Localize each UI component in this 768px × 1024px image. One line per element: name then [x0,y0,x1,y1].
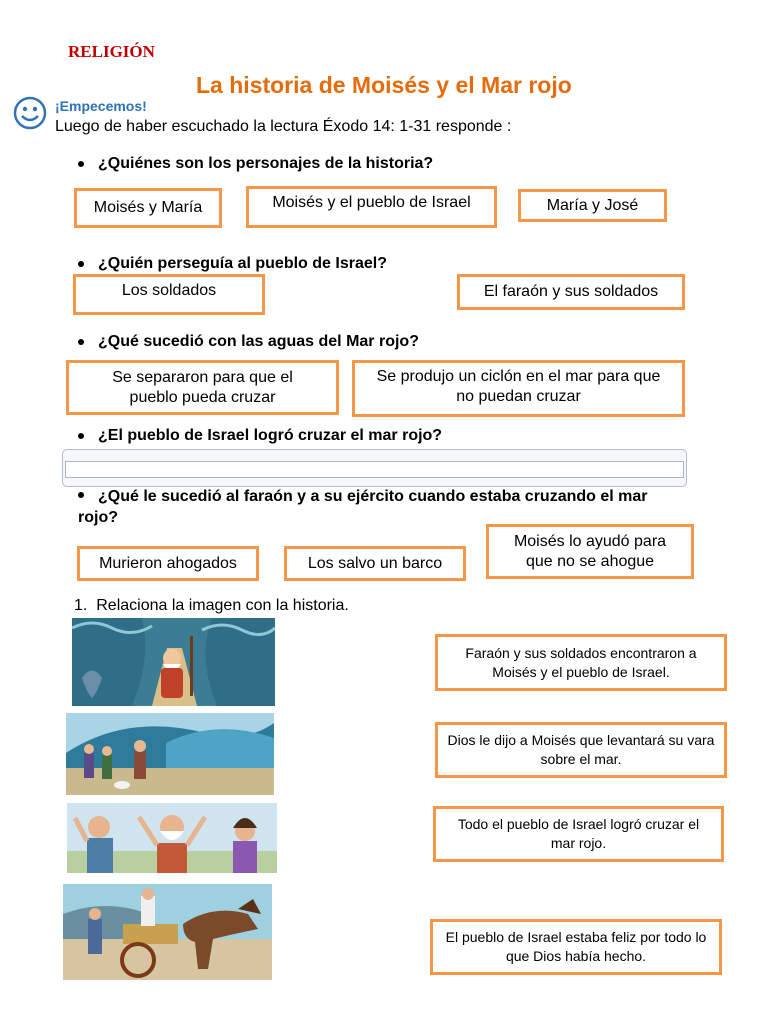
bullet [78,492,84,498]
instruction-text: Luego de haber escuchado la lectura Éxodo 14: 1-31 responde : [55,118,512,135]
answer-option[interactable]: María y José [518,189,667,222]
answer-text-field[interactable] [62,449,687,487]
section-heading [74,597,349,615]
bullet [78,433,84,439]
answer-option[interactable]: Murieron ahogados [77,546,259,581]
subject-label: RELIGIÓN [68,42,155,61]
bullet [78,339,84,345]
moses-parting-sea-image[interactable] [72,618,275,706]
question-text: ¿Qué sucedió con las aguas del Mar rojo? [98,333,419,350]
section-number: 1. [74,597,88,614]
answer-option[interactable]: Moisés y María [74,188,222,228]
answer-option[interactable]: Moisés y el pueblo de Israel [246,186,497,228]
answer-option[interactable]: Se separaron para que el pueblo pueda cruzar [66,360,339,415]
pharaoh-chariot-image[interactable] [63,884,272,980]
bullet [78,161,84,167]
question-text: ¿Quiénes son los personajes de la historia? [98,155,434,172]
start-heading: ¡Empecemos! [55,98,147,114]
question-2 [78,255,387,273]
question-3 [78,333,419,351]
question-1 [78,155,433,173]
question-4 [78,427,442,445]
page-title: La historia de Moisés y el Mar rojo [196,72,572,98]
section-instruction: Relaciona la imagen con la historia. [96,597,349,614]
statement-box[interactable]: El pueblo de Israel estaba feliz por todo lo que Dios había hecho. [430,919,722,975]
bullet [78,261,84,267]
people-by-sea-image[interactable] [66,713,274,795]
question-5 [78,486,688,528]
answer-option[interactable]: Los salvo un barco [284,546,466,581]
question-text: ¿Qué le sucedió al faraón y a su ejército cuando estaba cruzando el mar rojo? [78,488,648,526]
answer-option[interactable]: Moisés lo ayudó para que no se ahogue [486,524,694,579]
people-celebrating-image[interactable] [67,803,277,873]
statement-box[interactable]: Dios le dijo a Moisés que levantará su vara sobre el mar. [435,722,727,778]
answer-option[interactable]: El faraón y sus soldados [457,274,685,310]
statement-box[interactable]: Todo el pueblo de Israel logró cruzar el mar rojo. [433,806,724,862]
question-text: ¿Quién perseguía al pueblo de Israel? [98,255,387,272]
statement-box[interactable]: Faraón y sus soldados encontraron a Moisés y el pueblo de Israel. [435,634,727,691]
answer-option[interactable]: Los soldados [73,274,265,315]
answer-option[interactable]: Se produjo un ciclón en el mar para que no puedan cruzar [352,360,685,417]
answer-input[interactable] [65,461,684,478]
question-text: ¿El pueblo de Israel logró cruzar el mar rojo? [98,427,443,444]
smiley-face-icon [13,96,47,130]
